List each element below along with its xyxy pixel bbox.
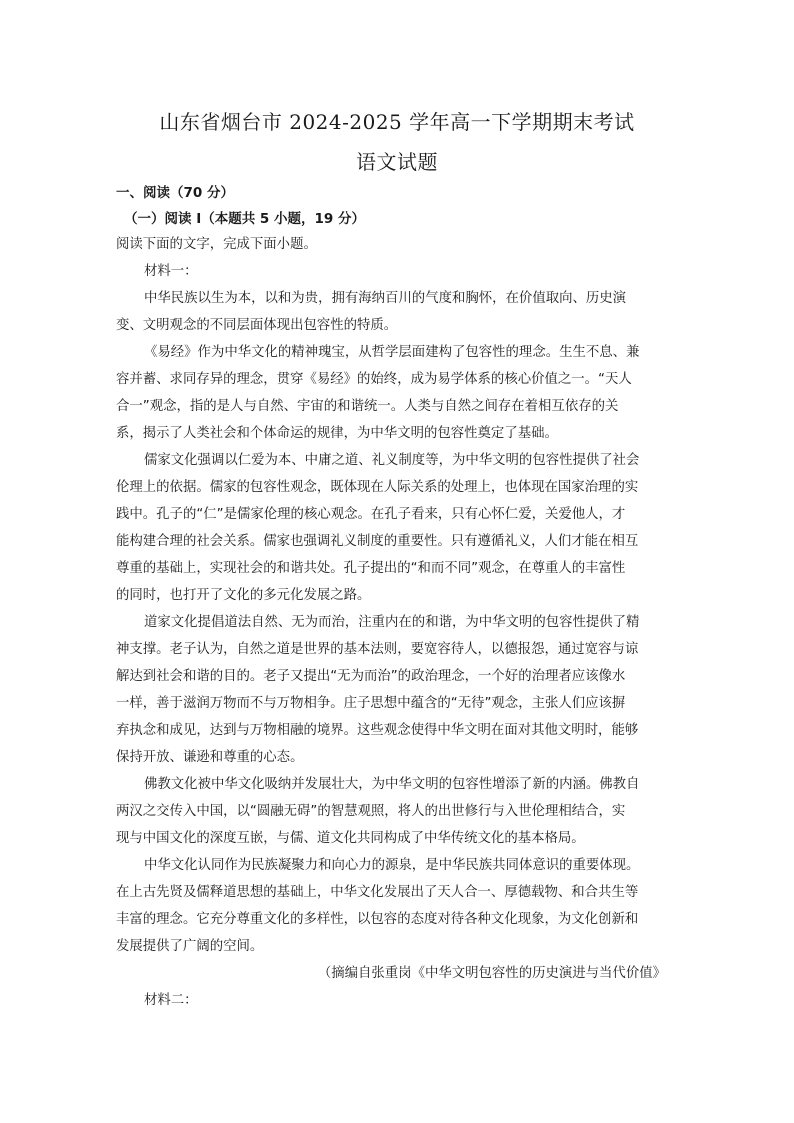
paragraph-line: 道家文化提倡道法自然、无为而治，注重内在的和谐，为中华文明的包容性提供了精 xyxy=(144,615,640,630)
paragraph-line: 系，揭示了人类社会和个体命运的规律，为中华文明的包容性奠定了基础。 xyxy=(116,426,558,441)
paragraph-line: 佛教文化被中华文化吸纳并发展壮大，为中华文明的包容性增添了新的内涵。佛教自 xyxy=(144,777,640,792)
paragraph xyxy=(116,447,666,609)
paragraph-line: 《易经》作为中华文化的精神瑰宝，从哲学层面建构了包容性的理念。生生不息、兼 xyxy=(144,345,640,360)
paragraph xyxy=(116,771,666,852)
section-heading: 一、阅读（70 分） xyxy=(116,185,234,201)
reading-passage xyxy=(116,258,666,1014)
paragraph-line: 弃执念和成见，达到与万物相融的境界。这些观念使得中华文明在面对其他文明时，能够 xyxy=(116,723,639,738)
exam-subtitle: 语文试题 xyxy=(356,150,438,174)
paragraph-line: 儒家文化强调以仁爱为本、中庸之道、礼义制度等，为中华文明的包容性提供了社会 xyxy=(144,453,640,468)
paragraph-line: 丰富的理念。它充分尊重文化的多样性，以包容的态度对待各种文化现象，为文化创新和 xyxy=(116,912,639,927)
paragraph-line: 的同时，也打开了文化的多元化发展之路。 xyxy=(116,588,371,603)
paragraph-line: 神支撑。老子认为，自然之道是世界的基本法则，要宽容待人，以德报怨，通过宽容与谅 xyxy=(116,642,639,657)
paragraph xyxy=(116,609,666,771)
paragraph-line: 践中。孔子的“仁”是儒家伦理的核心观念。在孔子看来，只有心怀仁爱，关爱他人，才 xyxy=(116,507,626,522)
paragraph-line: 中华民族以生为本，以和为贵，拥有海纳百川的气度和胸怀，在价值取向、历史演 xyxy=(144,291,627,306)
paragraph-line: 伦理上的依据。儒家的包容性观念，既体现在人际关系的处理上，也体现在国家治理的实 xyxy=(116,480,639,495)
source-citation: （摘编自张重岗《中华文明包容性的历史演进与当代价值》 xyxy=(317,966,666,981)
paragraph-line: 两汉之交传入中国，以“圆融无碍”的智慧观照，将人的出世修行与入世伦理相结合，实 xyxy=(116,804,626,819)
paragraph-line: 能构建合理的社会关系。儒家也强调礼义制度的重要性。只有遵循礼义，人们才能在相互 xyxy=(116,534,639,549)
paragraph-line: 保持开放、谦逊和尊重的心态。 xyxy=(116,750,304,765)
instructions: 阅读下面的文字，完成下面小题。 xyxy=(116,237,317,252)
paragraph-line: 一样，善于滋润万物而不与万物相争。庄子思想中蕴含的“无待”观念，主张人们应该摒 xyxy=(116,696,626,711)
paragraph-list xyxy=(116,285,666,960)
paragraph-line: 现与中国文化的深度互嵌，与儒、道文化共同构成了中华传统文化的基本格局。 xyxy=(116,831,585,846)
material-label-2: 材料二： xyxy=(144,993,198,1008)
paragraph-line: 中华文化认同作为民族凝聚力和向心力的源泉，是中华民族共同体意识的重要体现。 xyxy=(144,858,640,873)
subsection-heading: （一）阅读 I（本题共 5 小题，19 分） xyxy=(124,211,366,227)
exam-title: 山东省烟台市 2024-2025 学年高一下学期期末考试 xyxy=(159,110,635,134)
paragraph-line: 在上古先贤及儒释道思想的基础上，中华文化发展出了天人合一、厚德载物、和合共生等 xyxy=(116,885,639,900)
paragraph-line: 变、文明观念的不同层面体现出包容性的特质。 xyxy=(116,318,398,333)
paragraph-line: 发展提供了广阔的空间。 xyxy=(116,939,264,954)
paragraph-line: 合一”观念，指的是人与自然、宇宙的和谐统一。人类与自然之间存在着相互依存的关 xyxy=(116,399,619,414)
paragraph xyxy=(116,339,666,447)
paragraph xyxy=(116,852,666,960)
paragraph-line: 尊重的基础上，实现社会的和谐共处。孔子提出的“和而不同”观念，在尊重人的丰富性 xyxy=(116,561,626,576)
paragraph-line: 容并蓄、求同存异的理念，贯穿《易经》的始终，成为易学体系的核心价值之一。“天人 xyxy=(116,372,632,387)
paragraph xyxy=(116,285,666,339)
material-label: 材料一： xyxy=(144,264,198,279)
paragraph-line: 解达到社会和谐的目的。老子又提出“无为而治”的政治理念，一个好的治理者应该像水 xyxy=(116,669,626,684)
